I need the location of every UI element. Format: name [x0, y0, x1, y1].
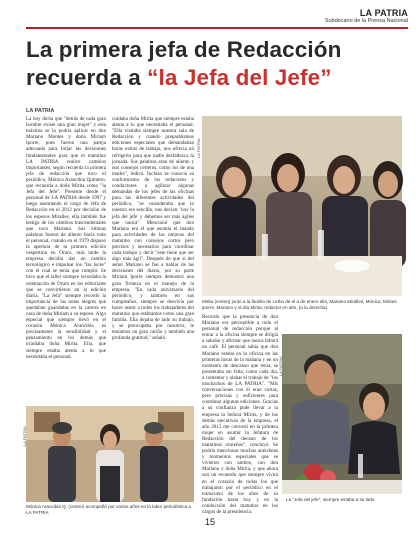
masthead-brand: LA PATRIA	[359, 8, 408, 18]
headline-prefix: recuerda a	[26, 65, 148, 90]
photo-caption-top: Mirita (centro) junto a la familia de Letha de el a de enero ella, Mariano Miralles, Mónica, Miriam Iporre, Mariano y el día Mirita, redactor en alto, (a la derecha).	[202, 299, 397, 310]
article-column-1	[26, 116, 106, 402]
article-column-3	[202, 314, 278, 515]
photo-couple-at-table-image	[282, 334, 402, 494]
headline-quote: “la Jefa del Jefe”	[147, 65, 332, 90]
column-2-text: cuidaba doña Mirita que siempre estaba atenta a lo que necesitaba el personal. "Ella visitaba siempre nuestra sala de Redacción y cuando preparábamos ediciones especiales que demandaban horas extras de trabajo, nos ofrecía un refrigerio para que nadie desfallezca la jornada. Sus palabras eran de aliento y nos consejos certeros, como los de una madre", indicó. Incluso se conocía su conformismo de los redactores y conductores a agilizar algunas demandas de los jefes de las oficinas para las diferentes actividades del periódico, "se consideraba que lo nuestro era sencillo, nos decían: 'hoy la jefa del jefe' y debemos ser más ágiles que nunca". Mencionó que don Mariano era el que asumía el mando para actividades de las mejoras del matutino con consejos cortos pero precisos y necesarios para coordinar cada trabajo y decir "este tiene que ser algo más ágil". Después de que sí del señor Mariano se fue a hablar de las decisiones del diario, por su parte Miriam Iporre siempre demostró una gran firmeza en el manejo de la empresa. "En cada aniversario del periódico, y también en sus cumpleaños, siempre se desvivía por hacer sentir a todos los trabajadores del matutino que estábamos como una gran familia. Ella dejaba de lado su trabajo, y se preocupaba por nosotros, le teníamos un gran cariño y también una profunda gratitud," señaló.	[112, 116, 194, 342]
photo-caption-bottom-left: Mónica Arancibia Q. (centro) acompañó por varios años en la labor periodística a LA PATRIA	[26, 504, 191, 515]
headline-line-2	[26, 64, 416, 92]
column-1-text: La hoy dicha que "detrás de cada gran hombre existe una gran mujer" y esta máxima se la podría aplicar en don Mariano Montes y doña Miriam Iporre, pues fueron una pareja adecuada para forjar las decisiones fundamentales para que el matutino LA PATRIA realice cambios importantes, según recuerda la primera jefa de redacción que tuvo el periódico, Mónica Arancibia Quintero, que recuerda a doña Mirita como "la Jefa del Jefe". Presente desde el personal de LA PATRIA desde 1997 y luego asumiendo el cargo de Jefa de Redacción en el 2012 por decisión de los esposos Miralles, ella también fue testigo de los cambios trascendentales que tuvo Mariano. Sus últimas palabras fueron de aliento hacia todo el personal, cuando en el 1979 dispuso la apertura de la primera edición vespertina en Oruro, más tarde la empresa decidió dar un cambio tecnológico e impulsar los "las luces" con el cual se tenía que cumplir. Se tuvo que el taller siempre recordaba la orientación de Oruro en los editoriales que se convirtieron en la edición diaria, "La Jefa" siempre recordó la importancia de las notas alegres que quedaban guardadas en la cartera en casa de doña Miriam a su esposo. Algo especial que siempre llevó en el corazón Mónica Arancibia es precisamente la sensibilidad y el pensamiento en los demás que irradiaba doña Mirita. Ella, que siempre estaba atenta a lo que necesitaba el personal.	[26, 116, 106, 360]
page-number: 15	[204, 517, 215, 527]
photo-caption-bottom-right: La "Jefa del jefe", siempre estaba a su lado	[286, 497, 375, 502]
header-rule	[26, 27, 408, 29]
article-headline	[26, 36, 416, 92]
photo-group-dinner	[202, 116, 402, 296]
photo-three-people-image	[26, 406, 194, 502]
photo-credit-bottom-left: LA PATRIA	[22, 426, 27, 446]
column-3-text: Recordó que la presencia de don Mariano era perceptible a todo el personal de redacción porque al entrar a la oficina siempre se dirigía a saludar y afirmar que nunca faltará un café. El personal sabía que don Mariano estaba en la oficina en las primeras horas de la mañana y en un momento de descanso que tenía, se presentaba sin falta, como cada día, a comentar y alabar el trabajo de "los muchachos de LA PATRIA". "Mis conversaciones con él eran cortas, pero precisas y suficientes para coordinar algunas ediciones. Gracias a su confianza pude llevar a la empresa la Señora Mirita, y de los demás ejecutivos de la empresa, el año 2012 me convertí en la primera mujer en asumir la Jefatura de Redacción del decano de los matutinos orureños", concluyó. Se podría mencionar muchas anécdotas y momentos especiales que se vivieron con ambos, con don Mariano y doña Mirita, y que ahora son un recuerdo que siempre vivirá en el corazón de todos los que trabajaron por el periódico en el transcurso de los años de su fundación hasta hoy y en la conducción del matutino en los cargos de la presidencia.	[202, 314, 278, 515]
photo-credit-top: LA PATRIA	[196, 138, 201, 158]
photo-three-people	[26, 406, 194, 502]
photo-group-dinner-image	[202, 116, 402, 296]
masthead-subtitle: Subdecano de la Prensa Nacional	[324, 18, 408, 24]
article-column-2	[112, 116, 194, 402]
photo-couple-at-table	[282, 334, 402, 494]
headline-line-1: La primera jefa de Redacción	[26, 37, 342, 62]
photo-credit-bottom-right: LA PATRIA	[278, 356, 283, 376]
byline: LA PATRIA	[26, 108, 55, 114]
